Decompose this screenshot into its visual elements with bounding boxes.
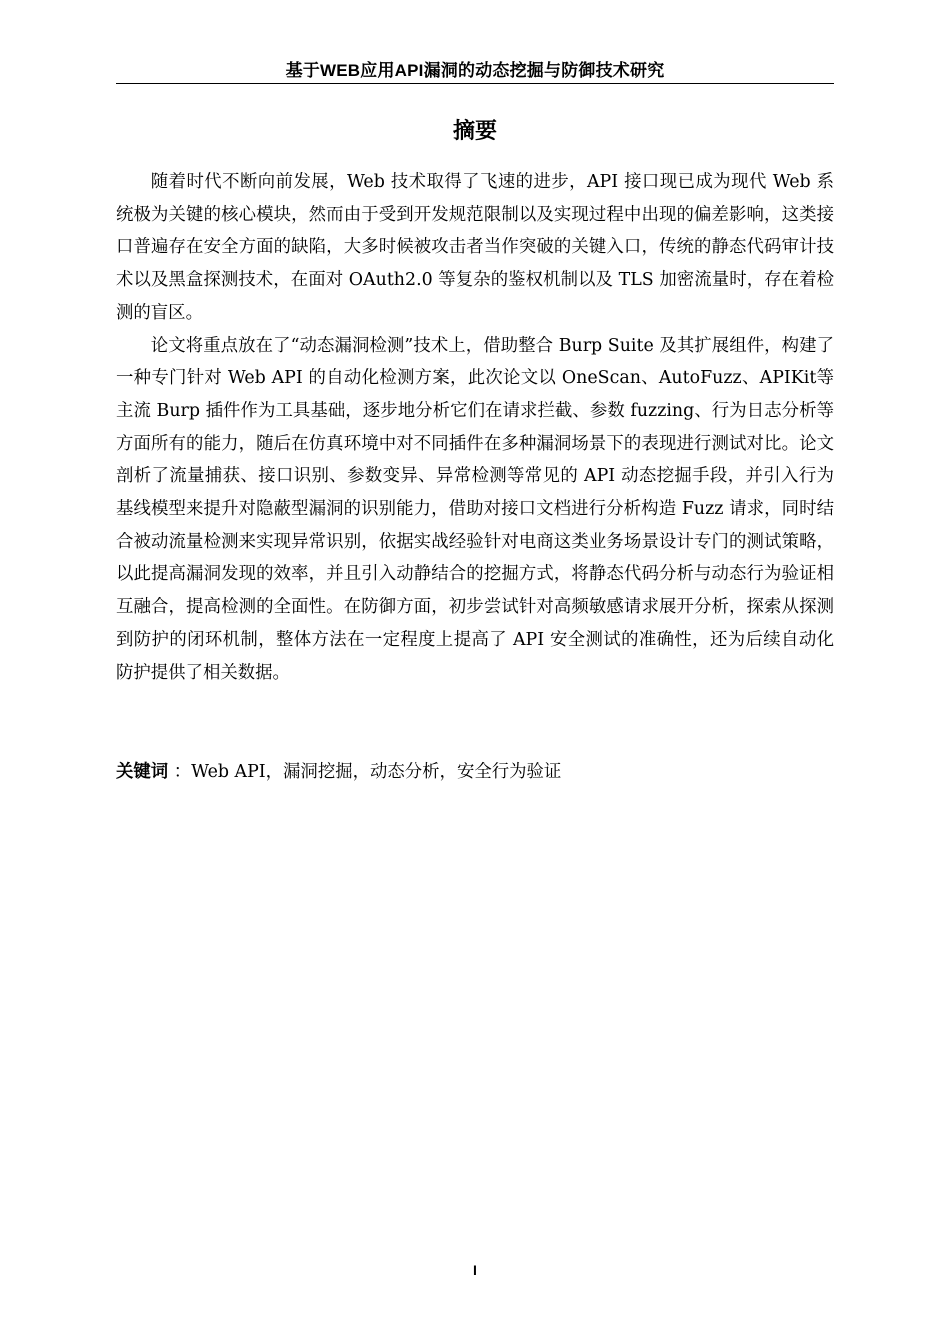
abstract-paragraph-1: 随着时代不断向前发展，Web 技术取得了飞速的进步，API 接口现已成为现代 Web 系统极为关键的核心模块，然而由于受到开发规范限制以及实现过程中出现的偏差影响，这类接口普遍存在安全方面的缺陷，大多时候被攻击者当作突破的关键入口，传统的静态代码审计技术以及黑盒探测技术，在面对 OAuth2.0 等复杂的鉴权机制以及 TLS 加密流量时，存在着检测的盲区。 (116, 172, 834, 323)
header-rule (116, 83, 834, 84)
keywords-separator: ： (168, 762, 192, 782)
abstract-body (116, 166, 834, 689)
running-header: 基于WEB应用API漏洞的动态挖掘与防御技术研究 (285, 61, 665, 80)
abstract-title: 摘要 (452, 119, 497, 144)
abstract-paragraph-2: 论文将重点放在了“动态漏洞检测”技术上，借助整合 Burp Suite 及其扩展组件，构建了一种专门针对 Web API 的自动化检测方案，此次论文以 OneScan、AutoFuzz、APIKit等主流 Burp 插件作为工具基础，逐步地分析它们在请求拦截、参数 fuzzing、行为日志分析等方面所有的能力，随后在仿真环境中对不同插件在多种漏洞场景下的表现进行测试对比。论文剖析了流量捕获、接口识别、参数变异、异常检测等常见的 API 动态挖掘手段，并引入行为基线模型来提升对隐蔽型漏洞的识别能力，借助对接口文档进行分析构造 Fuzz 请求，同时结合被动流量检测来实现异常识别，依据实战经验针对电商这类业务场景设计专门的测试策略，以此提高漏洞发现的效率，并且引入动静结合的挖掘方式，将静态代码分析与动态行为验证相互融合，提高检测的全面性。在防御方面，初步尝试针对高频敏感请求展开分析，探索从探测到防护的闭环机制，整体方法在一定程度上提高了 API 安全测试的准确性，还为后续自动化防护提供了相关数据。 (116, 335, 834, 683)
keywords-values: Web API，漏洞挖掘，动态分析，安全行为验证 (191, 762, 562, 782)
keywords-line (116, 757, 834, 787)
keywords-label: 关键词 (116, 762, 169, 782)
page-number: I (473, 1262, 477, 1278)
